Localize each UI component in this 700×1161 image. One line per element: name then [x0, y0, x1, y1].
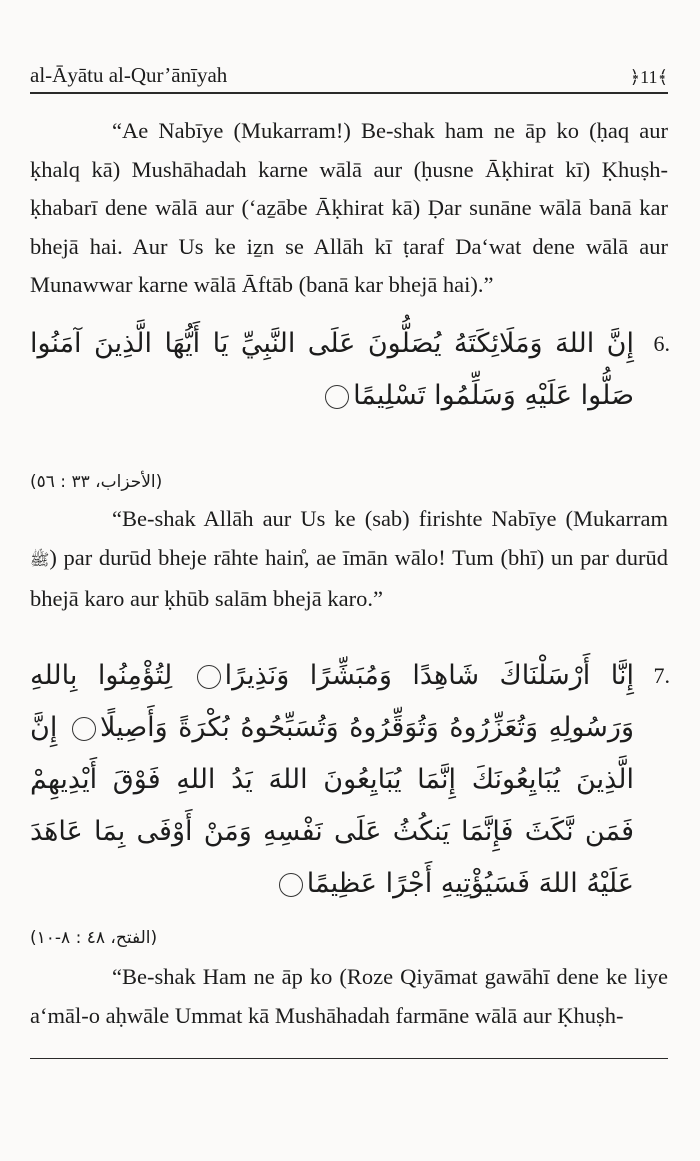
running-header: [30, 62, 668, 88]
verse-number: 6.: [653, 331, 670, 356]
translation-paragraph-1: [30, 112, 668, 305]
verse-6-reference: (الأحزاب، ٣٣ : ٥٦): [30, 472, 163, 492]
arabic-verse-segment: إِنَّا أَرْسَلْنَاكَ شَاهِدًا وَمُبَشِّرًا وَنَذِيرًا: [224, 660, 634, 691]
verse-7-reference: (الفتح، ٤٨ : ٨-١٠): [30, 928, 158, 948]
translation-paragraph-2: [30, 500, 668, 619]
header-rule: [30, 92, 668, 94]
arabic-verse-segment: لِتُؤْمِنُوا بِاللهِ وَرَسُولِهِ وَتُعَزِّرُوهُ وَتُوَقِّرُوهُ وَتُسَبِّحُوهُ بُكْرَةً وَأَصِيلًا: [30, 660, 634, 743]
arabic-verse-text: إِنَّ اللهَ وَمَلَائِكَتَهُ يُصَلُّونَ عَلَى النَّبِيِّ يَا أَيُّهَا الَّذِينَ آمَنُوا صَلُّوا عَلَيْهِ وَسَلِّمُوا تَسْلِيمًا: [30, 328, 634, 411]
arabic-verse-segment: إِنَّ الَّذِينَ يُبَايِعُونَكَ إِنَّمَا يُبَايِعُونَ اللهَ يَدُ اللهِ فَوْقَ أَيْدِيهِمْ فَمَن نَّكَثَ فَإِنَّمَا يَنكُثُ عَلَى نَفْسِهِ وَمَنْ أَوْفَى بِمَا عَاهَدَ عَلَيْهُ اللهَ فَسَيُؤْتِيهِ أَجْرًا عَظِيمًا: [30, 712, 634, 899]
paragraph-text: ) par durūd bheje rāhte hain̊, ae īmān wālo! Tum (bhī) un par durūd bhejā karo aur ḳhūb salām bhejā karo.”: [30, 544, 668, 611]
page-number: ﴿11﴾: [629, 67, 668, 87]
verse-number: 7.: [653, 663, 670, 688]
ayah-end-marker-icon: [279, 873, 303, 897]
book-title: al-Āyātu al-Qur’ānīyah: [30, 63, 228, 87]
ayah-end-marker-icon: [72, 717, 96, 741]
ayah-end-marker-icon: [325, 385, 349, 409]
verse-7: [30, 650, 668, 910]
ayah-end-marker-icon: [197, 665, 221, 689]
translation-paragraph-3: [30, 958, 668, 1035]
verse-6: [30, 318, 668, 422]
paragraph-text: “Be-shak Ham ne āp ko (Roze Qiyāmat gawāhī dene ke liye a‘māl-o aḥwāle Ummat kā Mushāhadah farmāne wālā aur Ḳhuṣh-: [30, 964, 668, 1028]
paragraph-text: “Be-shak Allāh aur Us ke (sab) firishte Nabīye (Mukarram: [112, 506, 668, 531]
footer-rule: [30, 1058, 668, 1059]
paragraph-text: “Ae Nabīye (Mukarram!) Be-shak ham ne āp ko (ḥaq aur ḳhalq kā) Mushāhadah karne wālā aur (ḥusne Āḳhirat kī) Ḳhuṣh-ḳhabarī dene wālā aur (‘aẕābe Āḳhirat kā) Ḍar sunāne wālā banā kar bhejā hai. Aur Us ke iẕn se Allāh kī ṭaraf Da‘wat dene wālā aur Munawwar karne wālā Āftāb (banā kar bhejā hai).”: [30, 118, 668, 297]
salutation-glyph: ﷺ: [30, 551, 50, 569]
